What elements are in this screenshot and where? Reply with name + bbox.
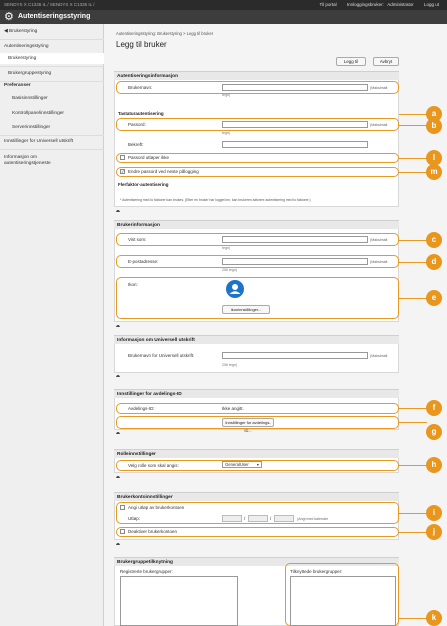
sidebar bbox=[0, 24, 104, 626]
never-expires-checkbox[interactable] bbox=[120, 155, 125, 160]
cancel-button[interactable]: Avbryt bbox=[373, 57, 399, 66]
expiry-day-input[interactable] bbox=[274, 515, 294, 522]
sidebar-item-brukergruppestyring[interactable]: Brukergruppestyring bbox=[8, 71, 52, 76]
mfa-note: * Autentisering med to faktorer kan brukes. (Etter en bruker har logget inn, kan brukeren aktivere autentisering med to faktorer.) bbox=[120, 198, 311, 202]
login-user-name: Administrator bbox=[387, 2, 414, 7]
expiry-checkbox[interactable] bbox=[120, 505, 125, 510]
logout-link[interactable]: Logg ut bbox=[423, 2, 439, 7]
never-expires-label: Passord utløper ikke bbox=[128, 155, 170, 160]
callout-l: l bbox=[426, 150, 442, 166]
sidebar-item-info-2[interactable]: autentiseringstjeneste bbox=[4, 161, 51, 166]
callout-f: f bbox=[426, 400, 442, 416]
callout-j: j bbox=[426, 524, 442, 540]
sidebar-item-preferanser: Preferanser bbox=[4, 83, 31, 88]
callout-e: e bbox=[426, 290, 442, 306]
auth-header: Autentiseringsinformasjon bbox=[114, 71, 399, 80]
disable-account-label: Deaktiver brukerkontoen bbox=[128, 529, 178, 534]
change-next-label: Endre passord ved neste pålogging bbox=[128, 169, 199, 174]
kbd-auth-header: Tastaturautentisering bbox=[118, 111, 164, 116]
disable-account-checkbox[interactable] bbox=[120, 529, 125, 534]
collapse-arrow[interactable]: ⯊ bbox=[116, 375, 120, 381]
dept-settings-button[interactable]: Innstillinger for avdelings-ID... bbox=[222, 418, 274, 427]
login-user-label: Innloggingsbruker: bbox=[346, 2, 384, 7]
callout-k: k bbox=[426, 610, 442, 626]
callout-h: h bbox=[426, 457, 442, 473]
callout-g: g bbox=[426, 424, 442, 440]
confirm-input[interactable] bbox=[222, 141, 368, 148]
role-header: Rolleinnstillinger bbox=[114, 449, 399, 458]
breadcrumb: Autentiseringsstyring: Brukerstyring > Legg til bruker bbox=[116, 31, 214, 36]
universal-name-input[interactable] bbox=[222, 352, 368, 359]
collapse-arrow[interactable]: ⯊ bbox=[116, 432, 120, 438]
role-label: Velg rolle som skal angis: bbox=[128, 463, 179, 468]
username-label: Brukernavn: bbox=[128, 85, 153, 90]
sidebar-item-universal[interactable]: Innstillinger for Universell utskrift bbox=[4, 139, 74, 144]
added-groups-list[interactable] bbox=[290, 576, 396, 626]
chevron-down-icon: ▾ bbox=[256, 462, 259, 467]
callout-i: i bbox=[426, 505, 442, 521]
password-input[interactable] bbox=[222, 121, 368, 128]
callout-a: a bbox=[426, 106, 442, 122]
page-title: Legg til bruker bbox=[116, 40, 167, 49]
icon-settings-button[interactable]: Ikoninnstillinger... bbox=[222, 305, 270, 314]
mfa-header: Flerfaktor-autentisering bbox=[118, 182, 169, 187]
callout-c: c bbox=[426, 232, 442, 248]
sidebar-item-kontrollpanel[interactable]: Kontrollpanelinnstillinger bbox=[12, 111, 64, 116]
collapse-arrow[interactable]: ⯊ bbox=[116, 325, 120, 331]
display-name-label: Vist som: bbox=[128, 237, 147, 242]
collapse-arrow[interactable]: ⯊ bbox=[116, 543, 120, 549]
dept-id-value: Ikke angitt. bbox=[222, 406, 244, 411]
portal-link[interactable]: Til portal bbox=[319, 2, 337, 7]
email-label: E-postadresse: bbox=[128, 259, 159, 264]
sidebar-item-info[interactable]: Informasjon om bbox=[4, 155, 38, 160]
app-title: Autentiseringsstyring bbox=[18, 13, 91, 20]
password-label: Passord: bbox=[128, 122, 146, 127]
registered-groups-label: Registrerte brukergrupper: bbox=[120, 569, 173, 574]
sidebar-back-link[interactable]: ◀ Brukerstyring bbox=[4, 29, 38, 34]
sidebar-item-server[interactable]: Serverinnstillinger bbox=[12, 125, 51, 130]
date-hint: (Angi med kalender bbox=[297, 517, 329, 521]
change-next-checkbox[interactable]: ✓ bbox=[121, 169, 125, 174]
icon-label: Ikon: bbox=[128, 282, 138, 287]
sidebar-item-brukerstyring[interactable]: Brukerstyring bbox=[8, 56, 37, 61]
collapse-arrow[interactable]: ⯊ bbox=[116, 210, 120, 216]
email-input[interactable] bbox=[222, 258, 368, 265]
collapse-arrow[interactable]: ⯊ bbox=[116, 476, 120, 482]
expiry-year-input[interactable] bbox=[222, 515, 242, 522]
confirm-label: Bekreft: bbox=[128, 142, 144, 147]
device-name: SENDYS X C1336 IL / SENDYS X C1336 IL / bbox=[4, 2, 95, 7]
account-header: Brukerkontoinnstillinger bbox=[114, 492, 399, 501]
callout-m: m bbox=[426, 164, 442, 180]
expiry-month-input[interactable] bbox=[248, 515, 268, 522]
dept-id-label: Avdelings-ID: bbox=[128, 406, 155, 411]
universal-name-label: Brukernavn for Universell utskrift: bbox=[128, 353, 195, 358]
add-button[interactable]: Legg til bbox=[336, 57, 366, 66]
expiry-check-label: Angi utløp av brukerkontoen bbox=[128, 505, 185, 510]
universal-header: Informasjon om Universell utskrift bbox=[114, 335, 399, 344]
callout-b: b bbox=[426, 118, 442, 134]
sidebar-section: Autentiseringsstyring bbox=[4, 44, 49, 49]
app-header bbox=[0, 10, 447, 24]
gear-icon: ⚙ bbox=[4, 11, 14, 23]
expiry-label: Utløp: bbox=[128, 516, 141, 521]
added-groups-label: Tilknyttede brukergrupper: bbox=[290, 569, 343, 574]
user-avatar-icon bbox=[226, 280, 244, 298]
userinfo-header: Brukerinformasjon bbox=[114, 220, 399, 229]
sidebar-item-basisinnstillinger[interactable]: Basisinnstillinger bbox=[12, 96, 48, 101]
display-name-input[interactable] bbox=[222, 236, 368, 243]
role-select[interactable]: GeneralUser ▾ bbox=[222, 461, 262, 468]
dept-header: Innstillinger for avdelings-ID bbox=[114, 389, 399, 398]
username-input[interactable] bbox=[222, 84, 368, 91]
registered-groups-list[interactable] bbox=[120, 576, 238, 626]
callout-d: d bbox=[426, 254, 442, 270]
top-bar bbox=[0, 0, 447, 10]
groups-header: Brukergruppetilknytning bbox=[114, 557, 399, 566]
